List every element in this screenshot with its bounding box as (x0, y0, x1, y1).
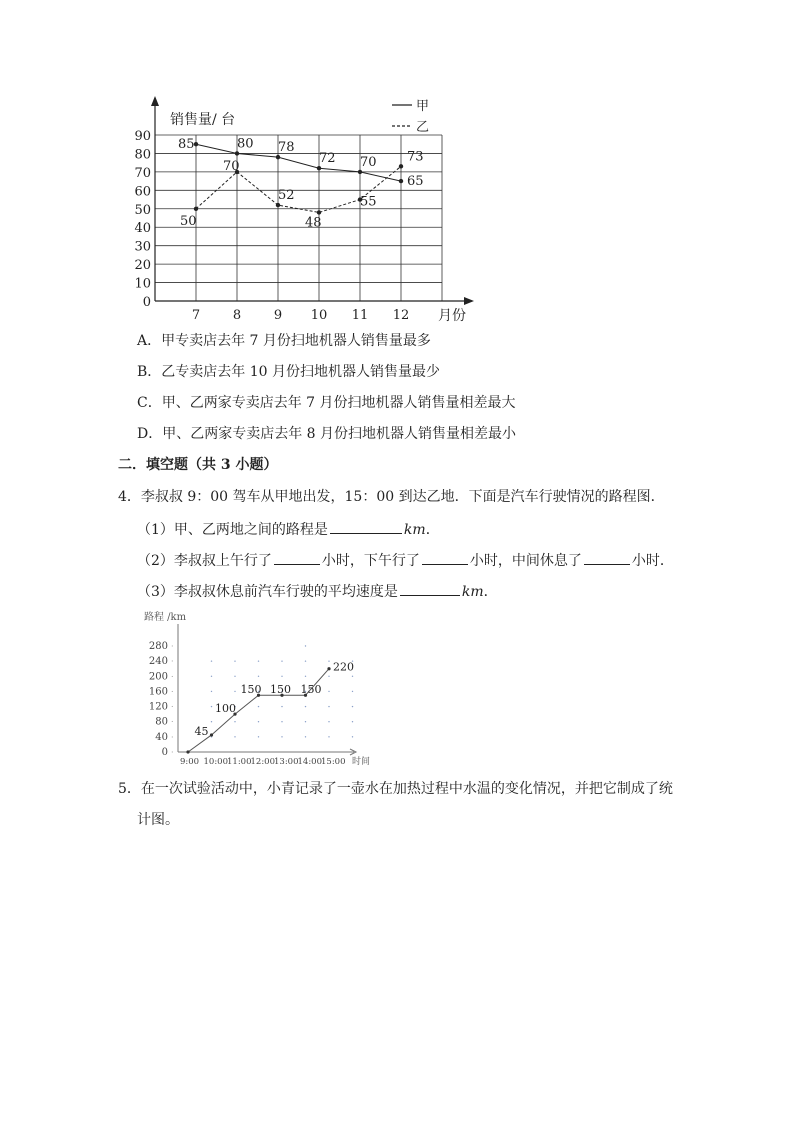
chart1-ytick-label: 40 (134, 221, 151, 237)
chart2-series-line (188, 669, 329, 752)
chart1-data-label: 50 (180, 213, 197, 229)
chart2-grid-dot (234, 660, 235, 661)
chart2-tick-mark: · (171, 657, 174, 667)
chart1-xlabel: 月份 (438, 308, 466, 324)
chart1-point (317, 166, 321, 170)
chart2-point (210, 733, 213, 736)
chart2-grid-dot (305, 721, 306, 722)
distance-line-chart (140, 608, 380, 768)
chart2-grid-dot (352, 676, 353, 677)
section-heading: 二．填空题（共 3 小题） (118, 457, 278, 473)
chart2-tick-mark: · (171, 748, 174, 757)
chart2-labels (149, 641, 354, 767)
chart2-grid-dot (281, 660, 282, 661)
chart1-x-arrow (464, 297, 474, 305)
chart2-grid-dot (305, 676, 306, 677)
chart1-point (276, 203, 280, 207)
chart2-ytick-label: 240 (148, 656, 168, 668)
chart2-grid-dot (328, 691, 329, 692)
question-4-part-2: （2）李叔叔上午行了 小时，下午行了 小时，中间休息了 小时． (137, 550, 674, 571)
chart2-point (186, 750, 189, 753)
chart1-data-label: 85 (178, 137, 195, 153)
chart2-tick-mark: · (171, 672, 174, 682)
chart2-grid-dot (234, 691, 235, 692)
chart1-ytick-label: 80 (134, 147, 151, 163)
chart1-data-label: 80 (237, 136, 254, 152)
chart2-grid-dot (328, 706, 329, 707)
chart2-ytick-label: 0 (161, 747, 168, 758)
sales-line-chart (120, 92, 490, 324)
chart2-grid-dot (211, 660, 212, 661)
chart1-grid (155, 135, 442, 301)
chart1-data-label: 72 (319, 151, 336, 167)
answer-blank-afternoon-hours[interactable] (422, 550, 468, 565)
chart1-point (194, 207, 198, 211)
chart2-grid-dot (258, 676, 259, 677)
chart1-data-label: 70 (360, 154, 377, 170)
chart2-grid-dot (352, 691, 353, 692)
question-5-line-1: 5．在一次试验活动中，小青记录了一壶水在加热过程中水温的变化情况，并把它制成了统 (118, 781, 673, 797)
chart2-xtick-label: 13:00 (274, 757, 299, 767)
chart1-data-label: 52 (278, 188, 295, 204)
question-4-part-3: （3）李叔叔休息前汽车行驶的平均速度是 km． (137, 581, 498, 602)
chart2-point (327, 667, 330, 670)
chart1-point (399, 164, 403, 168)
chart2-grid-dot (281, 706, 282, 707)
chart1-xtick-label: 11 (351, 308, 369, 323)
chart1-ytick-label: 90 (134, 129, 151, 144)
chart2-xtick-label: 14:00 (297, 757, 322, 767)
answer-blank-rest-hours[interactable] (584, 550, 630, 565)
chart2-data-label: 100 (215, 702, 236, 716)
chart1-y-arrow (151, 96, 159, 106)
chart2-tick-mark: · (171, 702, 174, 712)
chart2-grid-dot (328, 736, 329, 737)
chart2-ytick-label: 120 (148, 701, 168, 713)
chart2-grid-dot (305, 645, 306, 646)
chart1-ytick-label: 30 (134, 239, 151, 255)
chart1-xtick-label: 9 (273, 308, 283, 323)
chart2-grid-dot (328, 676, 329, 677)
legend-label-yi: 乙 (416, 120, 430, 135)
chart2-data-label: 45 (194, 724, 209, 738)
chart1-data-label: 65 (407, 174, 424, 190)
chart2-tick-mark: · (171, 642, 174, 651)
chart1-point (276, 155, 280, 159)
chart2-grid-dot (281, 736, 282, 737)
chart2-grid-dot (211, 691, 212, 692)
chart2-grid-dot (234, 721, 235, 722)
chart2-grid-dot (234, 736, 235, 737)
chart2-grid-dot (352, 706, 353, 707)
chart2-xtick-label: 9:00 (180, 757, 200, 767)
chart2-data-label: 220 (333, 660, 354, 674)
chart1-point (358, 170, 362, 174)
option-d: D．甲、乙两家专卖店去年 8 月份扫地机器人销售量相差最小 (137, 426, 517, 442)
chart1-data-label: 78 (278, 140, 295, 156)
option-c: C．甲、乙两家专卖店去年 7 月份扫地机器人销售量相差最大 (137, 395, 516, 411)
chart2-ytick-label: 40 (155, 731, 168, 743)
chart1-point (317, 210, 321, 214)
chart1-data-label: 48 (305, 215, 322, 231)
chart1-legend (392, 99, 429, 135)
chart1-ytick-label: 50 (134, 202, 151, 218)
chart1-ytick-label: 10 (134, 276, 151, 292)
chart2-grid-dot (258, 706, 259, 707)
chart2-series (186, 667, 330, 753)
chart2-grid-dot (258, 736, 259, 737)
chart2-grid-dot (281, 721, 282, 722)
chart1-ytick-label: 0 (142, 295, 151, 310)
chart1-xtick-label: 10 (310, 308, 328, 323)
chart1-point (235, 151, 239, 155)
chart1-ytick-label: 70 (134, 165, 151, 181)
chart2-xtick-label: 15:00 (321, 757, 346, 767)
chart2-grid-dot (305, 660, 306, 661)
question-4-part-1: （1）甲、乙两地之间的路程是 km． (137, 519, 440, 540)
chart1-data-label: 70 (223, 158, 240, 174)
chart2-xlabel: 时间 (352, 757, 371, 767)
chart2-xtick-label: 12:00 (250, 757, 275, 767)
chart2-ylabel: 路程 /km (144, 612, 187, 623)
chart2-grid-dot (328, 660, 329, 661)
chart2-ytick-label: 280 (148, 641, 168, 652)
chart2-grid-dot (211, 676, 212, 677)
chart2-data-label: 150 (240, 683, 262, 697)
answer-blank-speed[interactable] (400, 581, 460, 596)
option-a: A．甲专卖店去年 7 月份扫地机器人销售量最多 (137, 333, 431, 349)
chart2-data-label: 150 (300, 683, 322, 697)
chart2-grid-dot (352, 721, 353, 722)
chart2-xtick-label: 10:00 (203, 757, 228, 767)
chart2-grid-dot (258, 721, 259, 722)
chart1-xtick-label: 7 (191, 308, 201, 323)
answer-blank-morning-hours[interactable] (274, 550, 320, 565)
chart1-point (399, 179, 403, 183)
chart1-ytick-label: 60 (134, 184, 151, 200)
chart2-tick-mark: · (171, 687, 174, 697)
chart1-data-label: 73 (407, 149, 424, 165)
chart2-grid-dot (305, 736, 306, 737)
chart2-tick-mark: · (171, 732, 174, 742)
question-4-stem: 4．李叔叔 9：00 驾车从甲地出发，15：00 到达乙地．下面是汽车行驶情况的路程图． (118, 489, 665, 505)
option-b: B．乙专卖店去年 10 月份扫地机器人销售量最少 (137, 364, 441, 380)
chart2-tick-mark: · (171, 717, 174, 727)
chart2-grid-dot (211, 706, 212, 707)
chart1-ytick-label: 20 (134, 258, 151, 274)
chart2-grid-dot (305, 706, 306, 707)
question-5-line-2: 计图。 (137, 812, 179, 828)
chart2-grid-dot (281, 676, 282, 677)
chart2-xtick-label: 11:00 (227, 757, 252, 767)
chart2-grid-dot (211, 721, 212, 722)
chart1-xtick-label: 12 (392, 308, 410, 323)
chart2-grid-dot (258, 660, 259, 661)
chart1-data-label: 55 (360, 194, 377, 210)
chart1-ylabel: 销售量/ 台 (170, 112, 236, 128)
chart2-ytick-label: 200 (148, 671, 168, 683)
answer-blank-distance[interactable] (330, 519, 402, 534)
chart2-data-label: 150 (270, 683, 291, 697)
chart1-xtick-label: 8 (232, 308, 242, 323)
legend-label-jia: 甲 (416, 99, 430, 114)
chart2-ytick-label: 160 (148, 686, 168, 698)
chart2-grid-dot (234, 676, 235, 677)
chart2-grid-dot (328, 721, 329, 722)
chart2-ytick-label: 80 (155, 716, 168, 728)
chart2-grid-dot (352, 736, 353, 737)
